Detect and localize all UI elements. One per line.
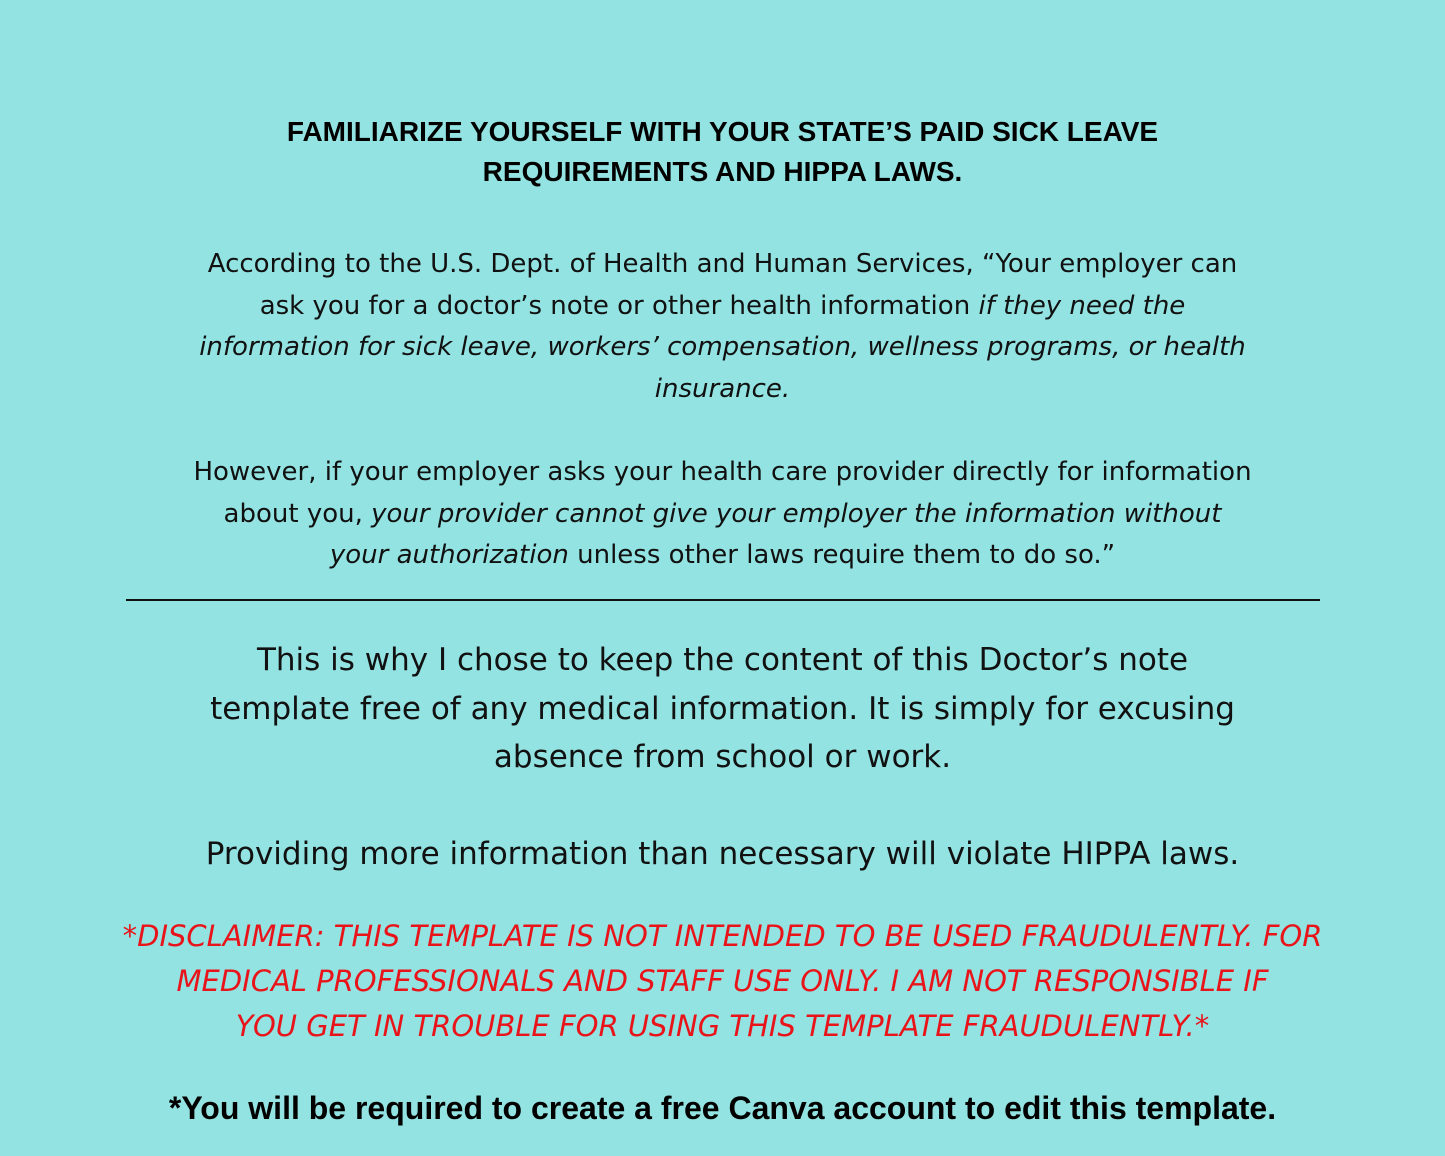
quote1-line-2-regular: ask you for a doctor’s note or other health information	[259, 290, 979, 321]
quote2-line-3	[0, 535, 1445, 577]
disclaimer-line-1: *DISCLAIMER: THIS TEMPLATE IS NOT INTENDED TO BE USED FRAUDULENTLY. FOR	[122, 919, 1323, 953]
hhs-quote-paragraph-2	[0, 452, 1445, 577]
quote1-line-2	[0, 286, 1445, 328]
heading-line-2: REQUIREMENTS AND HIPPA LAWS.	[482, 156, 963, 187]
quote1-line-2-italic: if they need the	[978, 290, 1186, 321]
page-heading	[0, 112, 1445, 192]
explanation-line-1: This is why I chose to keep the content of this Doctor’s note	[256, 642, 1189, 678]
disclaimer-line-2: MEDICAL PROFESSIONALS AND STAFF USE ONLY. I AM NOT RESPONSIBLE IF	[176, 964, 1269, 998]
disclaimer	[0, 914, 1445, 1049]
quote1-line-4-italic: insurance.	[654, 373, 791, 404]
hhs-quote-paragraph-1	[0, 244, 1445, 410]
quote1-line-1: According to the U.S. Dept. of Health and Human Services, “Your employer can	[207, 249, 1238, 279]
quote2-line-2-regular: about you,	[223, 498, 372, 529]
heading-line-1: FAMILIARIZE YOURSELF WITH YOUR STATE’S PAID SICK LEAVE	[286, 116, 1159, 147]
quote2-line-3-regular: unless other laws require them to do so.”	[568, 540, 1116, 570]
hippa-warning: Providing more information than necessary will violate HIPPA laws.	[205, 836, 1240, 872]
canva-account-note: *You will be required to create a free Canva account to edit this template.	[168, 1090, 1277, 1126]
explanation-line-3: absence from school or work.	[493, 739, 952, 775]
quote1-line-3	[0, 327, 1445, 369]
disclaimer-line-3: YOU GET IN TROUBLE FOR USING THIS TEMPLATE FRAUDULENTLY.*	[235, 1009, 1210, 1043]
quote2-line-2-italic: your provider cannot give your employer the information without	[371, 498, 1222, 529]
horizontal-divider	[126, 599, 1320, 601]
quote1-line-3-italic: information for sick leave, workers’ compensation, wellness programs, or health	[199, 332, 1246, 362]
quote2-line-3-italic: your authorization	[329, 540, 569, 570]
quote2-line-1: However, if your employer asks your health care provider directly for information	[193, 457, 1252, 487]
explanation-line-2: template free of any medical information. It is simply for excusing	[210, 690, 1235, 727]
quote1-line-4	[0, 369, 1445, 411]
quote2-line-2	[0, 494, 1445, 536]
explanation-paragraph	[0, 636, 1445, 782]
